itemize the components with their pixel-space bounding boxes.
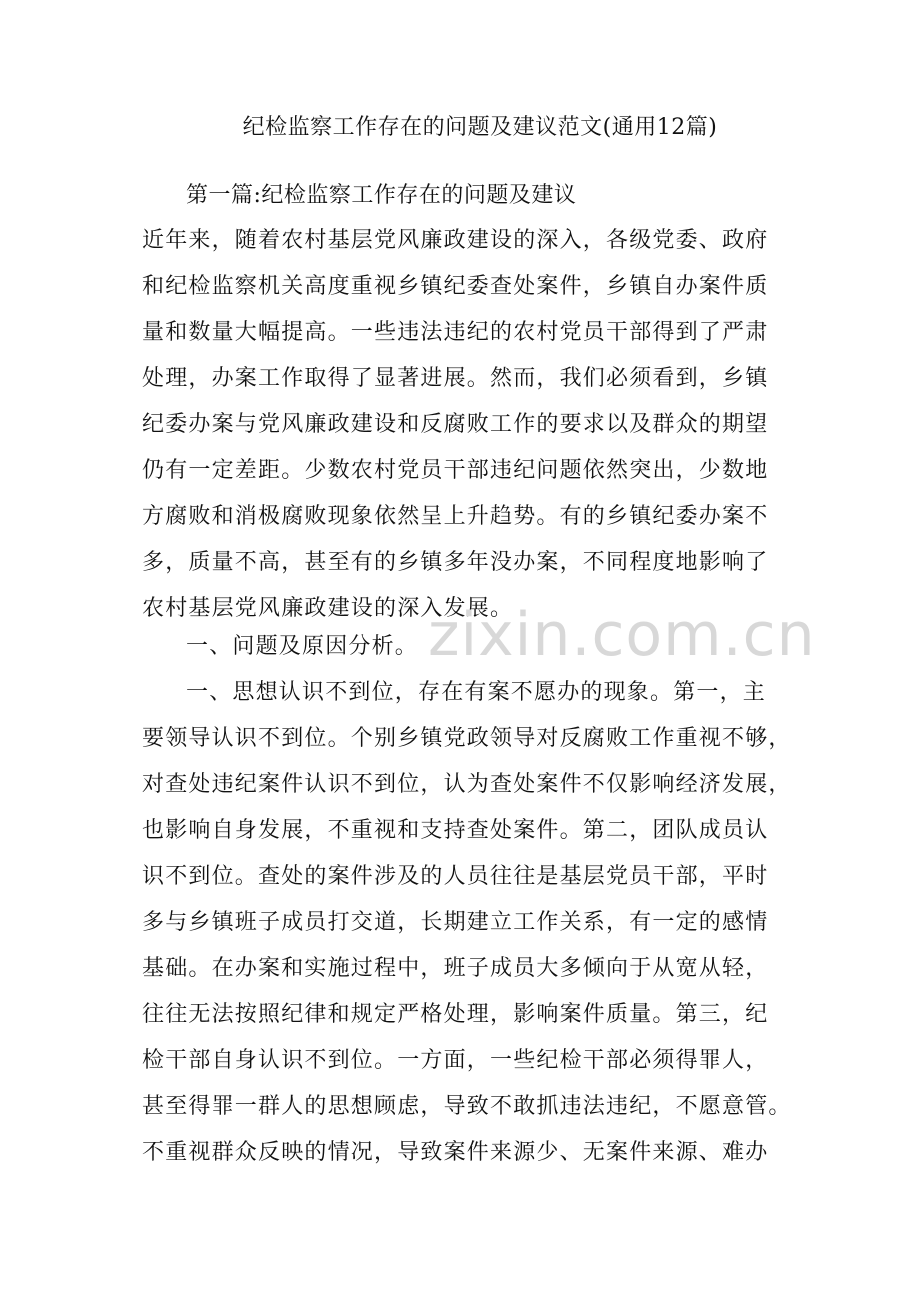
paragraph-1-line: 仍有一定差距。少数农村党员干部违纪问题依然突出，少数地 bbox=[142, 458, 769, 483]
subheading-block bbox=[142, 624, 782, 670]
paragraph-2-line: 多与乡镇班子成员打交道，长期建立工作关系，有一定的感情 bbox=[142, 910, 769, 935]
paragraph-2-line: 也影响自身发展，不重视和支持查处案件。第二，团队成员认 bbox=[142, 818, 769, 843]
paragraph-2-line: 甚至得罪一群人的思想顾虑，导致不敢抓违法违纪，不愿意管。 bbox=[142, 1094, 792, 1119]
paragraph-1-line: 方腐败和消极腐败现象依然呈上升趋势。有的乡镇纪委办案不 bbox=[142, 504, 769, 529]
paragraph-2 bbox=[142, 670, 792, 1176]
paragraph-1-line: 和纪检监察机关高度重视乡镇纪委查处案件，乡镇自办案件质 bbox=[142, 274, 769, 299]
paragraph-1-line: 农村基层党风廉政建设的深入发展。 bbox=[142, 596, 514, 621]
paragraph-2-line: 一、思想认识不到位，存在有案不愿办的现象。第一，主 bbox=[186, 680, 767, 705]
paragraph-1-line: 近年来，随着农村基层党风廉政建设的深入，各级党委、政府 bbox=[142, 228, 769, 253]
section-heading: 第一篇:纪检监察工作存在的问题及建议 bbox=[186, 183, 577, 208]
paragraph-1 bbox=[142, 218, 782, 632]
watermark-text: zixin.com.cn bbox=[428, 600, 816, 670]
paragraph-2-line: 检干部自身认识不到位。一方面，一些纪检干部必须得罪人， bbox=[142, 1048, 769, 1073]
paragraph-1-line: 纪委办案与党风廉政建设和反腐败工作的要求以及群众的期望 bbox=[142, 412, 769, 437]
paragraph-1-line: 量和数量大幅提高。一些违法违纪的农村党员干部得到了严肃 bbox=[142, 320, 769, 345]
subheading: 一、问题及原因分析。 bbox=[186, 634, 419, 659]
paragraph-2-line: 对查处违纪案件认识不到位，认为查处案件不仅影响经济发展， bbox=[142, 772, 792, 797]
paragraph-1-line: 处理，办案工作取得了显著进展。然而，我们必须看到，乡镇 bbox=[142, 366, 769, 391]
paragraph-2-line: 往往无法按照纪律和规定严格处理，影响案件质量。第三，纪 bbox=[142, 1002, 769, 1027]
document-title: 纪检监察工作存在的问题及建议范文(通用12篇) bbox=[242, 115, 718, 140]
paragraph-1-line: 多，质量不高，甚至有的乡镇多年没办案，不同程度地影响了 bbox=[142, 550, 769, 575]
paragraph-2-line: 不重视群众反映的情况，导致案件来源少、无案件来源、难办 bbox=[142, 1140, 769, 1165]
paragraph-2-line: 要领导认识不到位。个别乡镇党政领导对反腐败工作重视不够， bbox=[142, 726, 792, 751]
paragraph-2-line: 基础。在办案和实施过程中，班子成员大多倾向于从宽从轻， bbox=[142, 956, 769, 981]
paragraph-2-line: 识不到位。查处的案件涉及的人员往往是基层党员干部，平时 bbox=[142, 864, 769, 889]
